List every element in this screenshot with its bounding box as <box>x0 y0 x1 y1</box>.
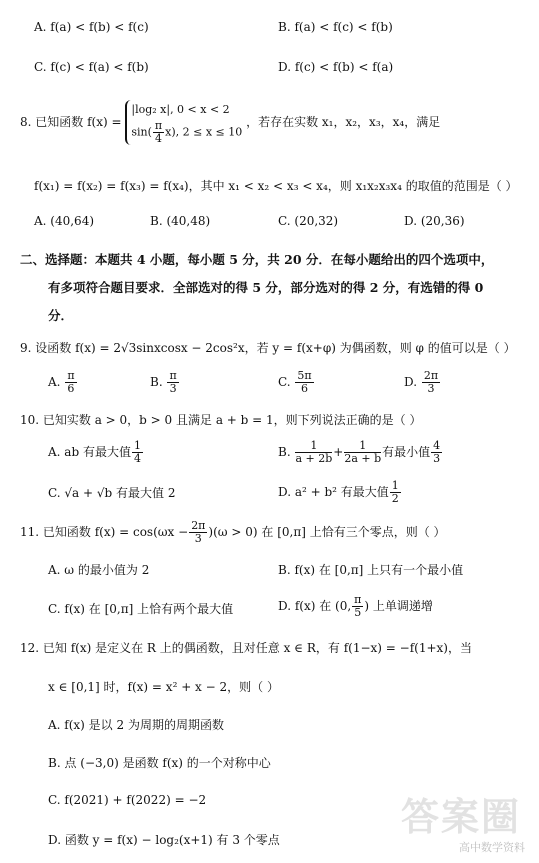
q11-option-c: C. f(x) 在 [0,π] 上恰有两个最大值 <box>48 602 234 616</box>
q12-option-d: D. 函数 y = f(x) − log₂(x+1) 有 3 个零点 <box>48 833 280 847</box>
q8-option-b: B. (40,48) <box>150 214 211 228</box>
q9-option-c: C. $\frac{5\pi}{6}$ <box>278 369 312 395</box>
q7-option-c: C. f(c) < f(a) < f(b) <box>34 60 149 74</box>
q8-prefix: 8. 已知函数 f(x) = <box>20 115 122 129</box>
watermark-text: 高中数学资料 <box>459 841 525 854</box>
q9-option-d: D. $\frac{2\pi}{3}$ <box>404 369 439 395</box>
q8-case1: |log₂ x|, 0 < x < 2 <box>131 103 230 116</box>
q11-option-a: A. ω 的最小值为 2 <box>48 563 150 577</box>
q8-option-d: D. (20,36) <box>404 214 465 228</box>
q11-option-d: D. f(x) 在 (0, $\frac{\pi}{5}$ ) 上单调递增 <box>278 593 433 619</box>
section2-line2: 有多项符合题目要求．全部选对的得 5 分，部分选对的得 2 分，有选错的得 0 <box>48 280 484 295</box>
q10-option-c: C. √a + √b 有最大值 2 <box>48 486 176 500</box>
section2-line1: 二、选择题：本题共 4 小题，每小题 5 分，共 20 分．在每小题给出的四个选项中， <box>20 252 494 267</box>
watermark-logo: 答案圈 <box>400 795 521 839</box>
q8-piecewise <box>125 100 242 145</box>
q10-option-d: D. a² + b² 有最大值 $\frac{1}{2}$ <box>278 479 399 505</box>
q12-option-c: C. f(2021) + f(2022) = −2 <box>48 793 207 807</box>
q8-case2: sin( $\frac{\pi}{4}$ x), 2 ≤ x ≤ 10 <box>131 119 243 145</box>
q10-option-b: B. $\frac{1}{a + 2b}$ + $\frac{1}{2a + b}$ 有最小值 $\frac{4}{3}$ <box>278 439 441 465</box>
q7-option-d: D. f(c) < f(b) < f(a) <box>278 60 394 74</box>
q12-line1: 12. 已知 f(x) 是定义在 R 上的偶函数，且对任意 x ∈ R，有 f(1−x) = −f(1+x)，当 <box>20 641 472 655</box>
q8-option-a: A. (40,64) <box>34 214 95 228</box>
q8-line2: f(x₁) = f(x₂) = f(x₃) = f(x₄)，其中 x₁ < x₂ < x₃ < x₄，则 x₁x₂x₃x₄ 的取值的范围是（ ） <box>34 179 518 193</box>
q10-stem: 10. 已知实数 a > 0，b > 0 且满足 a + b = 1，则下列说法正确的是（ ） <box>20 413 422 427</box>
q8-option-c: C. (20,32) <box>278 214 339 228</box>
q9-stem: 9. 设函数 f(x) = 2√3sinxcosx − 2cos²x，若 y = f(x+φ) 为偶函数，则 φ 的值可以是（ ） <box>20 341 516 355</box>
q12-line2: x ∈ [0,1] 时，f(x) = x² + x − 2，则（ ） <box>48 680 279 694</box>
q8-suffix: ，若存在实数 x₁，x₂，x₃，x₄，满足 <box>246 115 441 129</box>
q11-stem: 11. 已知函数 f(x) = cos(ωx − $\frac{2\pi}{3}$ )(ω > 0) 在 [0,π] 上恰有三个零点，则（ ） <box>20 519 446 545</box>
q9-option-a: A. $\frac{\pi}{6}$ <box>48 369 75 395</box>
section2-line3: 分． <box>48 308 74 323</box>
q11-option-b: B. f(x) 在 [0,π] 上只有一个最小值 <box>278 563 464 577</box>
q7-option-a: A. f(a) < f(b) < f(c) <box>34 20 149 34</box>
q7-option-b: B. f(a) < f(c) < f(b) <box>278 20 393 34</box>
q10-option-a: A. ab 有最大值 $\frac{1}{4}$ <box>48 439 141 465</box>
q8-stem <box>20 100 440 145</box>
q12-option-a: A. f(x) 是以 2 为周期的周期函数 <box>48 718 224 732</box>
q9-option-b: B. $\frac{\pi}{3}$ <box>150 369 177 395</box>
q12-option-b: B. 点 (−3,0) 是函数 f(x) 的一个对称中心 <box>48 756 271 770</box>
